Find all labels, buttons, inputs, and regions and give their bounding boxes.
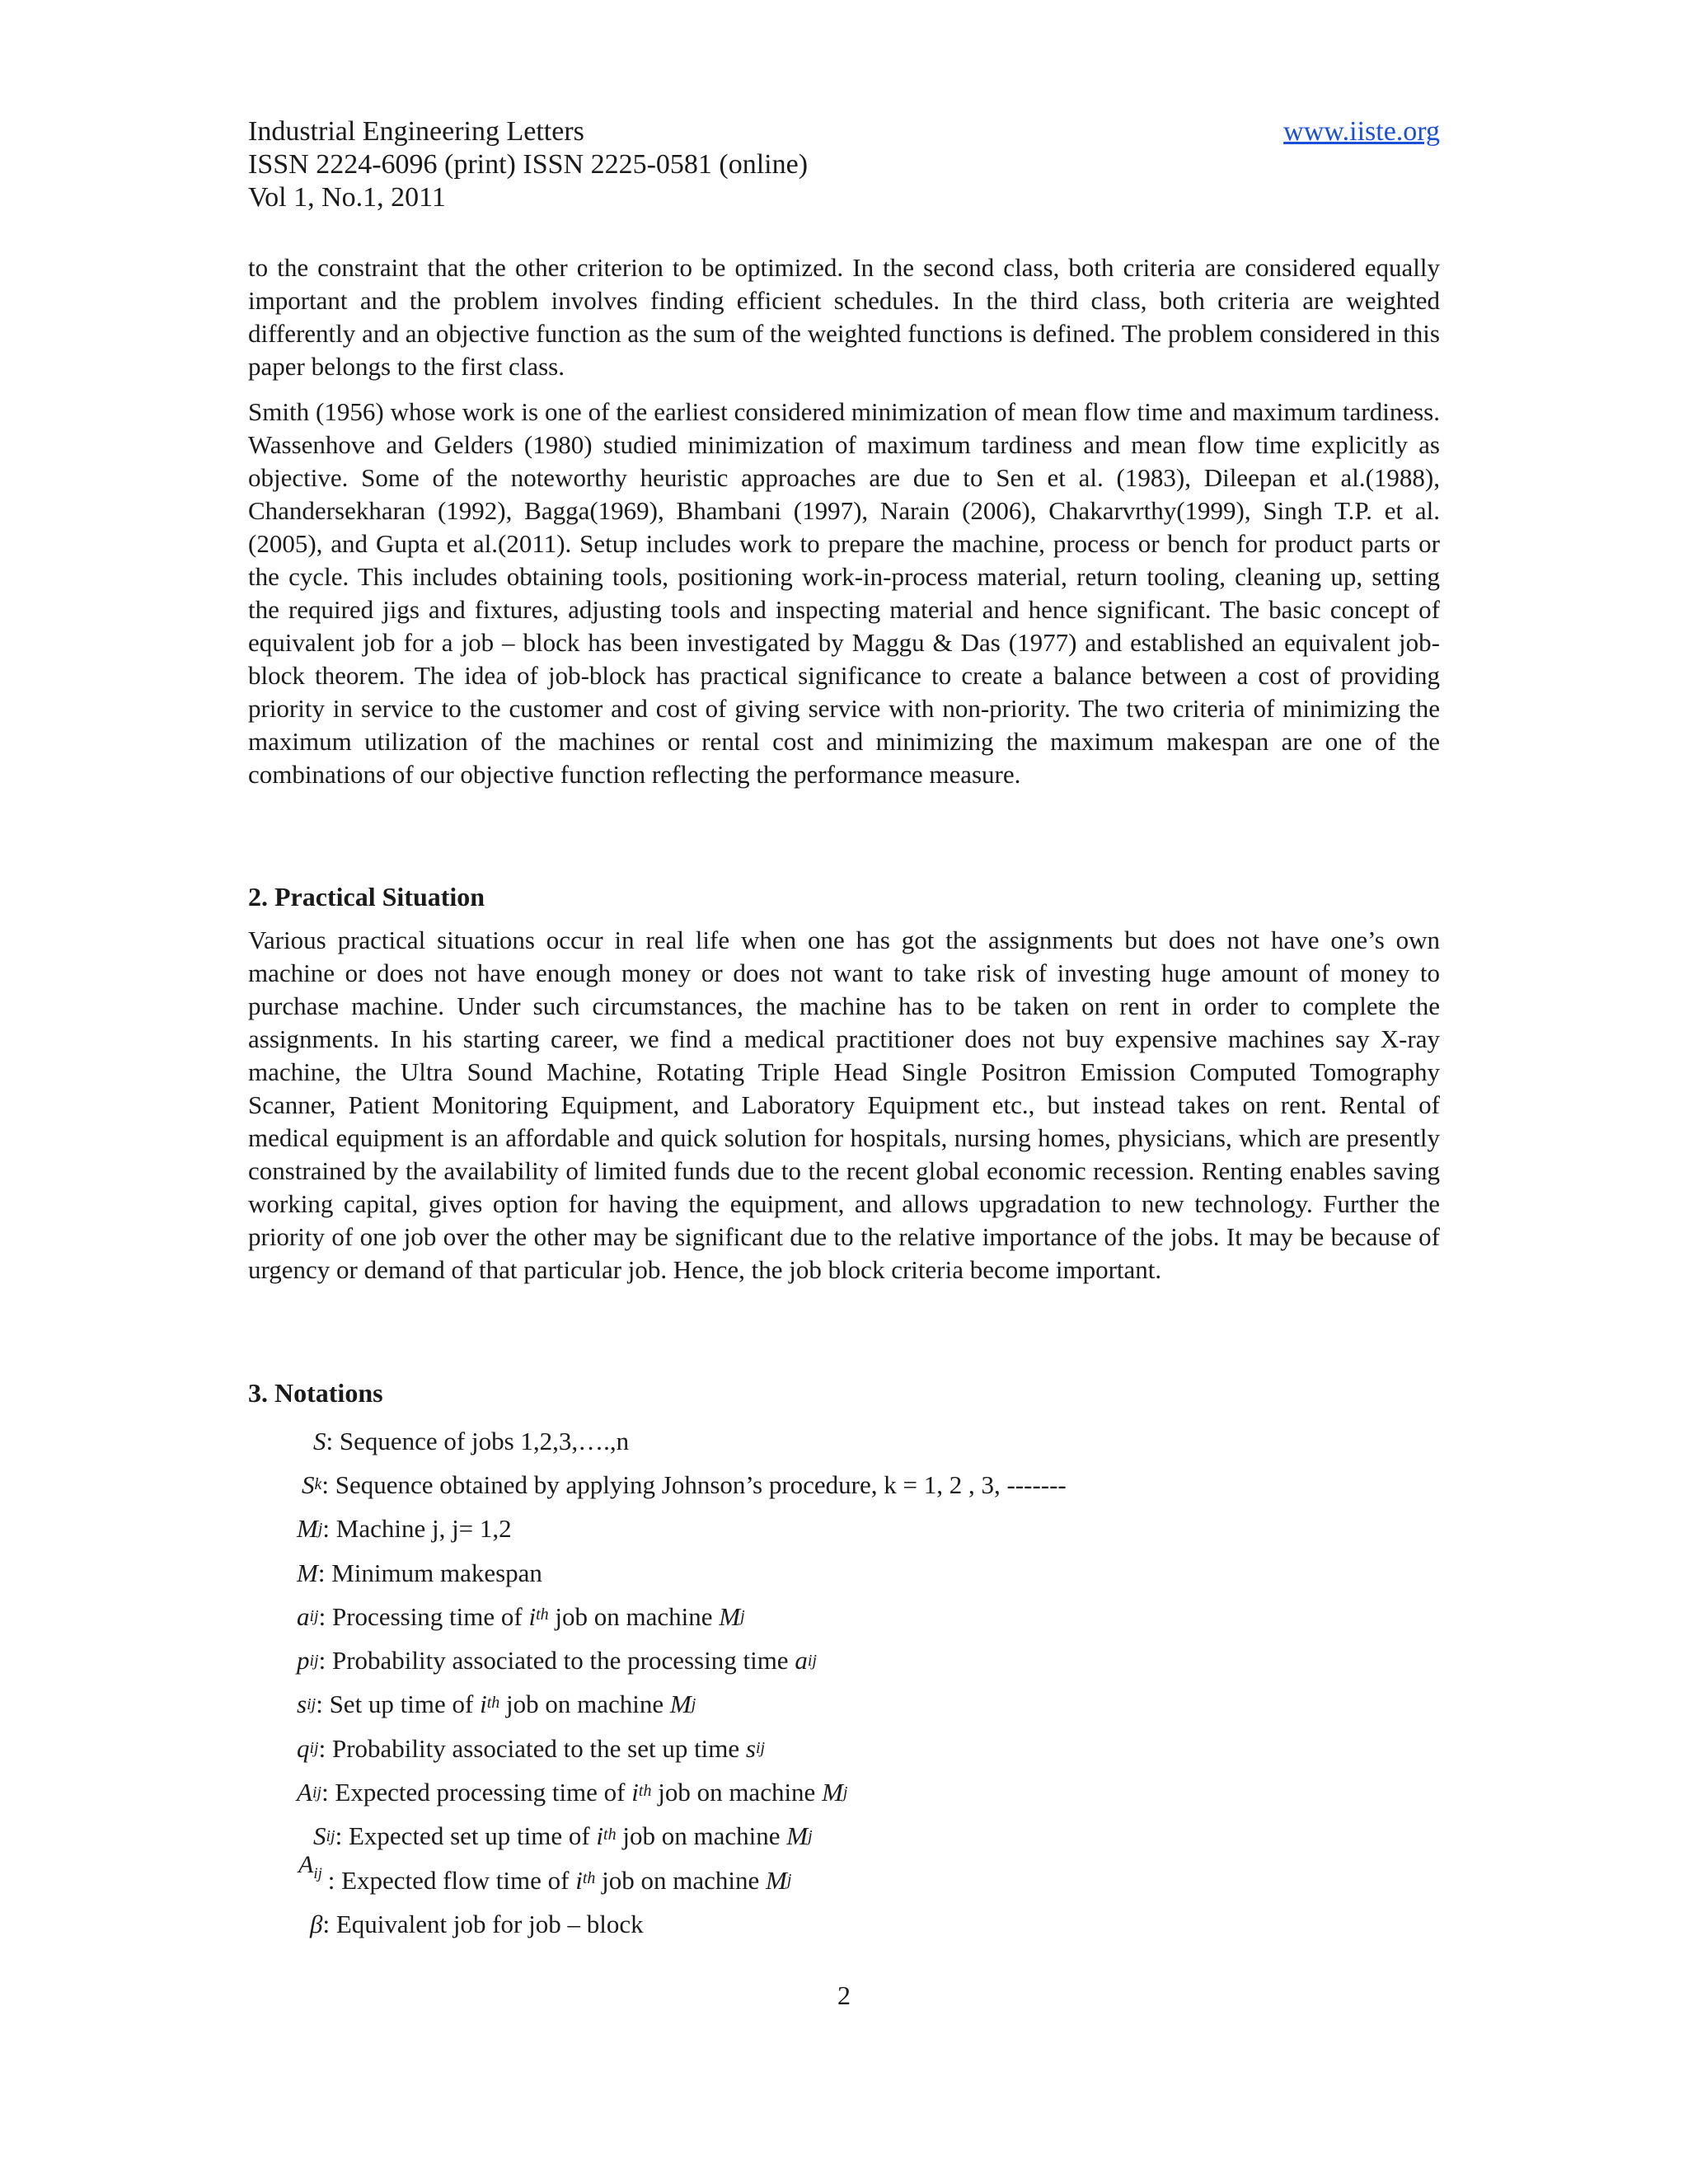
notation-symbol: s [297,1690,307,1719]
ith-symbol: i [528,1601,537,1631]
notation-subscript: ij [756,1739,766,1758]
notation-subscript: ij [307,1694,316,1713]
notation-item [297,1507,1286,1551]
notation-item [297,1638,1286,1682]
notation-subscript: ij [313,1864,322,1882]
notation-item [297,1551,1286,1595]
paragraph-literature: Smith (1956) whose work is one of the earliest considered minimization of mean flow time and maximum tardiness. Wassenhove and Gelders (1980) studied minimization of maximum tardiness and mean flow time explicitly as objective. Some of the noteworthy heuristic approaches are due to Sen et al. (1983), Dileepan et al.(1988), Chandersekharan (1992), Bagga(1969), Bhambani (1997), Narain (2006), Chakarvrthy(1999), Singh T.P. et al. (2005), and Gupta et al.(2011). Setup includes work to prepare the machine, process or bench for product parts or the cycle. This includes obtaining tools, positioning work-in-process material, return tooling, cleaning up, setting the required jigs and fixtures, adjusting tools and inspecting material and hence significant. The basic concept of equivalent job for a job – block has been investigated by Maggu & Das (1977) and established an equivalent job-block theorem. The idea of job-block has practical significance to create a balance between a cost of providing priority in service to the customer and cost of giving service with non-priority. The two criteria of minimizing the maximum utilization of the machines or rental cost and minimizing the maximum makespan are one of the combinations of our objective function reflecting the performance measure. [248,397,1440,789]
notation-text: job on machine [548,1601,720,1631]
notation-subscript: ij [326,1826,335,1845]
section-heading-notations: 3. Notations [248,1378,383,1408]
notation-text: : Processing time of [318,1601,529,1631]
notation-symbol: M [297,1558,318,1587]
notation-text: : Probability associated to the processing time [318,1646,795,1675]
notation-text: : Minimum makespan [317,1558,542,1587]
ith-symbol: i [631,1778,639,1807]
notation-item [297,1770,1286,1814]
notation-symbol: S [313,1426,326,1455]
notation-symbol: A [298,1850,314,1878]
paragraph-practical-situation: Various practical situations occur in real life when one has got the assignments but does not have one’s own machine or does not have enough money or does not want to take risk of investing huge amount of money to purchase machine. Under such circumstances, the machine has to be taken on rent in order to complete the assignments. In his starting career, we find a medical practitioner does not buy expensive machines say X-ray machine, the Ultra Sound Machine, Rotating Triple Head Single Positron Emission Computed Tomography Scanner, Patient Monitoring Equipment, and Laboratory Equipment etc., but instead takes on rent. Rental of medical equipment is an affordable and quick solution for hospitals, nursing homes, physicians, which are presently constrained by the availability of limited funds due to the recent global economic recession. Renting enables saving working capital, gives option for having the equipment, and allows upgradation to new technology. Further the priority of one job over the other may be significant due to the relative importance of the jobs. It may be because of urgency or demand of that particular job. Hence, the job block criteria become important. [248,926,1440,1284]
notation-symbol: β [310,1909,323,1938]
notation-text: job on machine [616,1821,787,1851]
notation-item [297,1419,1286,1463]
ith-superscript: th [582,1869,596,1888]
notation-subscript: j [691,1694,696,1713]
notation-subscript: k [314,1475,322,1494]
notation-text: : Machine j, j= 1,2 [322,1514,512,1544]
notation-subscript: ij [309,1607,319,1626]
ith-superscript: th [603,1825,617,1844]
notation-subscript: j [786,1871,792,1890]
notation-text: : Expected flow time of [321,1865,576,1895]
notation-symbol: q [297,1733,310,1763]
notation-text: : Sequence obtained by applying Johnson’s procedure, k = 1, 2 , 3, ------- [321,1469,1067,1499]
notation-text: : Expected set up time of [335,1821,597,1851]
notation-text: : Set up time of [316,1690,481,1719]
notation-item [297,1683,1286,1727]
notation-text: : Sequence of jobs 1,2,3,….,n [326,1426,630,1455]
notation-subscript: j [740,1607,745,1626]
notation-symbol: S [313,1821,326,1851]
ith-symbol: i [575,1865,583,1895]
notation-symbol: M [297,1514,318,1544]
notation-text: : Expected processing time of [321,1778,632,1807]
notation-symbol: M [669,1690,692,1719]
ith-symbol: i [596,1821,604,1851]
notation-subscript: ij [309,1651,319,1670]
notation-symbol: A [297,1778,312,1807]
notation-item [297,1850,1286,1902]
website-link[interactable]: www.iiste.org [1283,116,1440,147]
issn-line: ISSN 2224-6096 (print) ISSN 2225-0581 (online) [248,149,809,180]
notation-item [297,1727,1286,1770]
paragraph-intro: to the constraint that the other criterion to be optimized. In the second class, both criteria are considered equally important and the problem involves finding efficient schedules. In the third class, both criteria are weighted differently and an objective function as the sum of the weighted functions is defined. The problem considered in this paper belongs to the first class. [248,253,1440,381]
notations-list [297,1419,1286,1947]
notation-text: job on machine [595,1865,766,1895]
journal-header [248,115,1440,214]
notation-symbol: a [795,1646,808,1675]
notation-item [297,1815,1286,1858]
notation-subscript: ij [312,1783,322,1802]
notation-item [297,1595,1286,1638]
volume-line: Vol 1, No.1, 2011 [248,182,446,213]
notation-subscript: ij [807,1651,817,1670]
notation-item [297,1463,1286,1507]
page-number: 2 [837,1980,851,2010]
ith-superscript: th [486,1693,500,1712]
notation-symbol: s [745,1733,756,1763]
notation-symbol: M [719,1601,741,1631]
notation-symbol: a [297,1601,310,1631]
notation-symbol: M [822,1778,843,1807]
notation-subscript: j [842,1783,848,1802]
ith-symbol: i [480,1690,487,1719]
notation-item [297,1902,1286,1946]
notation-symbol: M [786,1821,809,1851]
notation-text: : Equivalent job for job – block [322,1909,644,1938]
journal-title: Industrial Engineering Letters [248,116,584,147]
notation-subscript: j [808,1826,813,1845]
ith-superscript: th [638,1781,652,1800]
section-heading-practical-situation: 2. Practical Situation [248,882,485,912]
notation-symbol: M [766,1865,787,1895]
notation-stacked-symbol [297,1850,322,1897]
notation-subscript: ij [309,1739,319,1758]
notation-symbol: S [302,1469,315,1499]
notation-subscript: j [317,1519,323,1538]
notation-text: job on machine [499,1690,670,1719]
notation-text: job on machine [651,1778,823,1807]
ith-superscript: th [536,1605,549,1624]
notation-text: : Probability associated to the set up time [318,1733,746,1763]
notation-symbol: p [297,1646,310,1675]
